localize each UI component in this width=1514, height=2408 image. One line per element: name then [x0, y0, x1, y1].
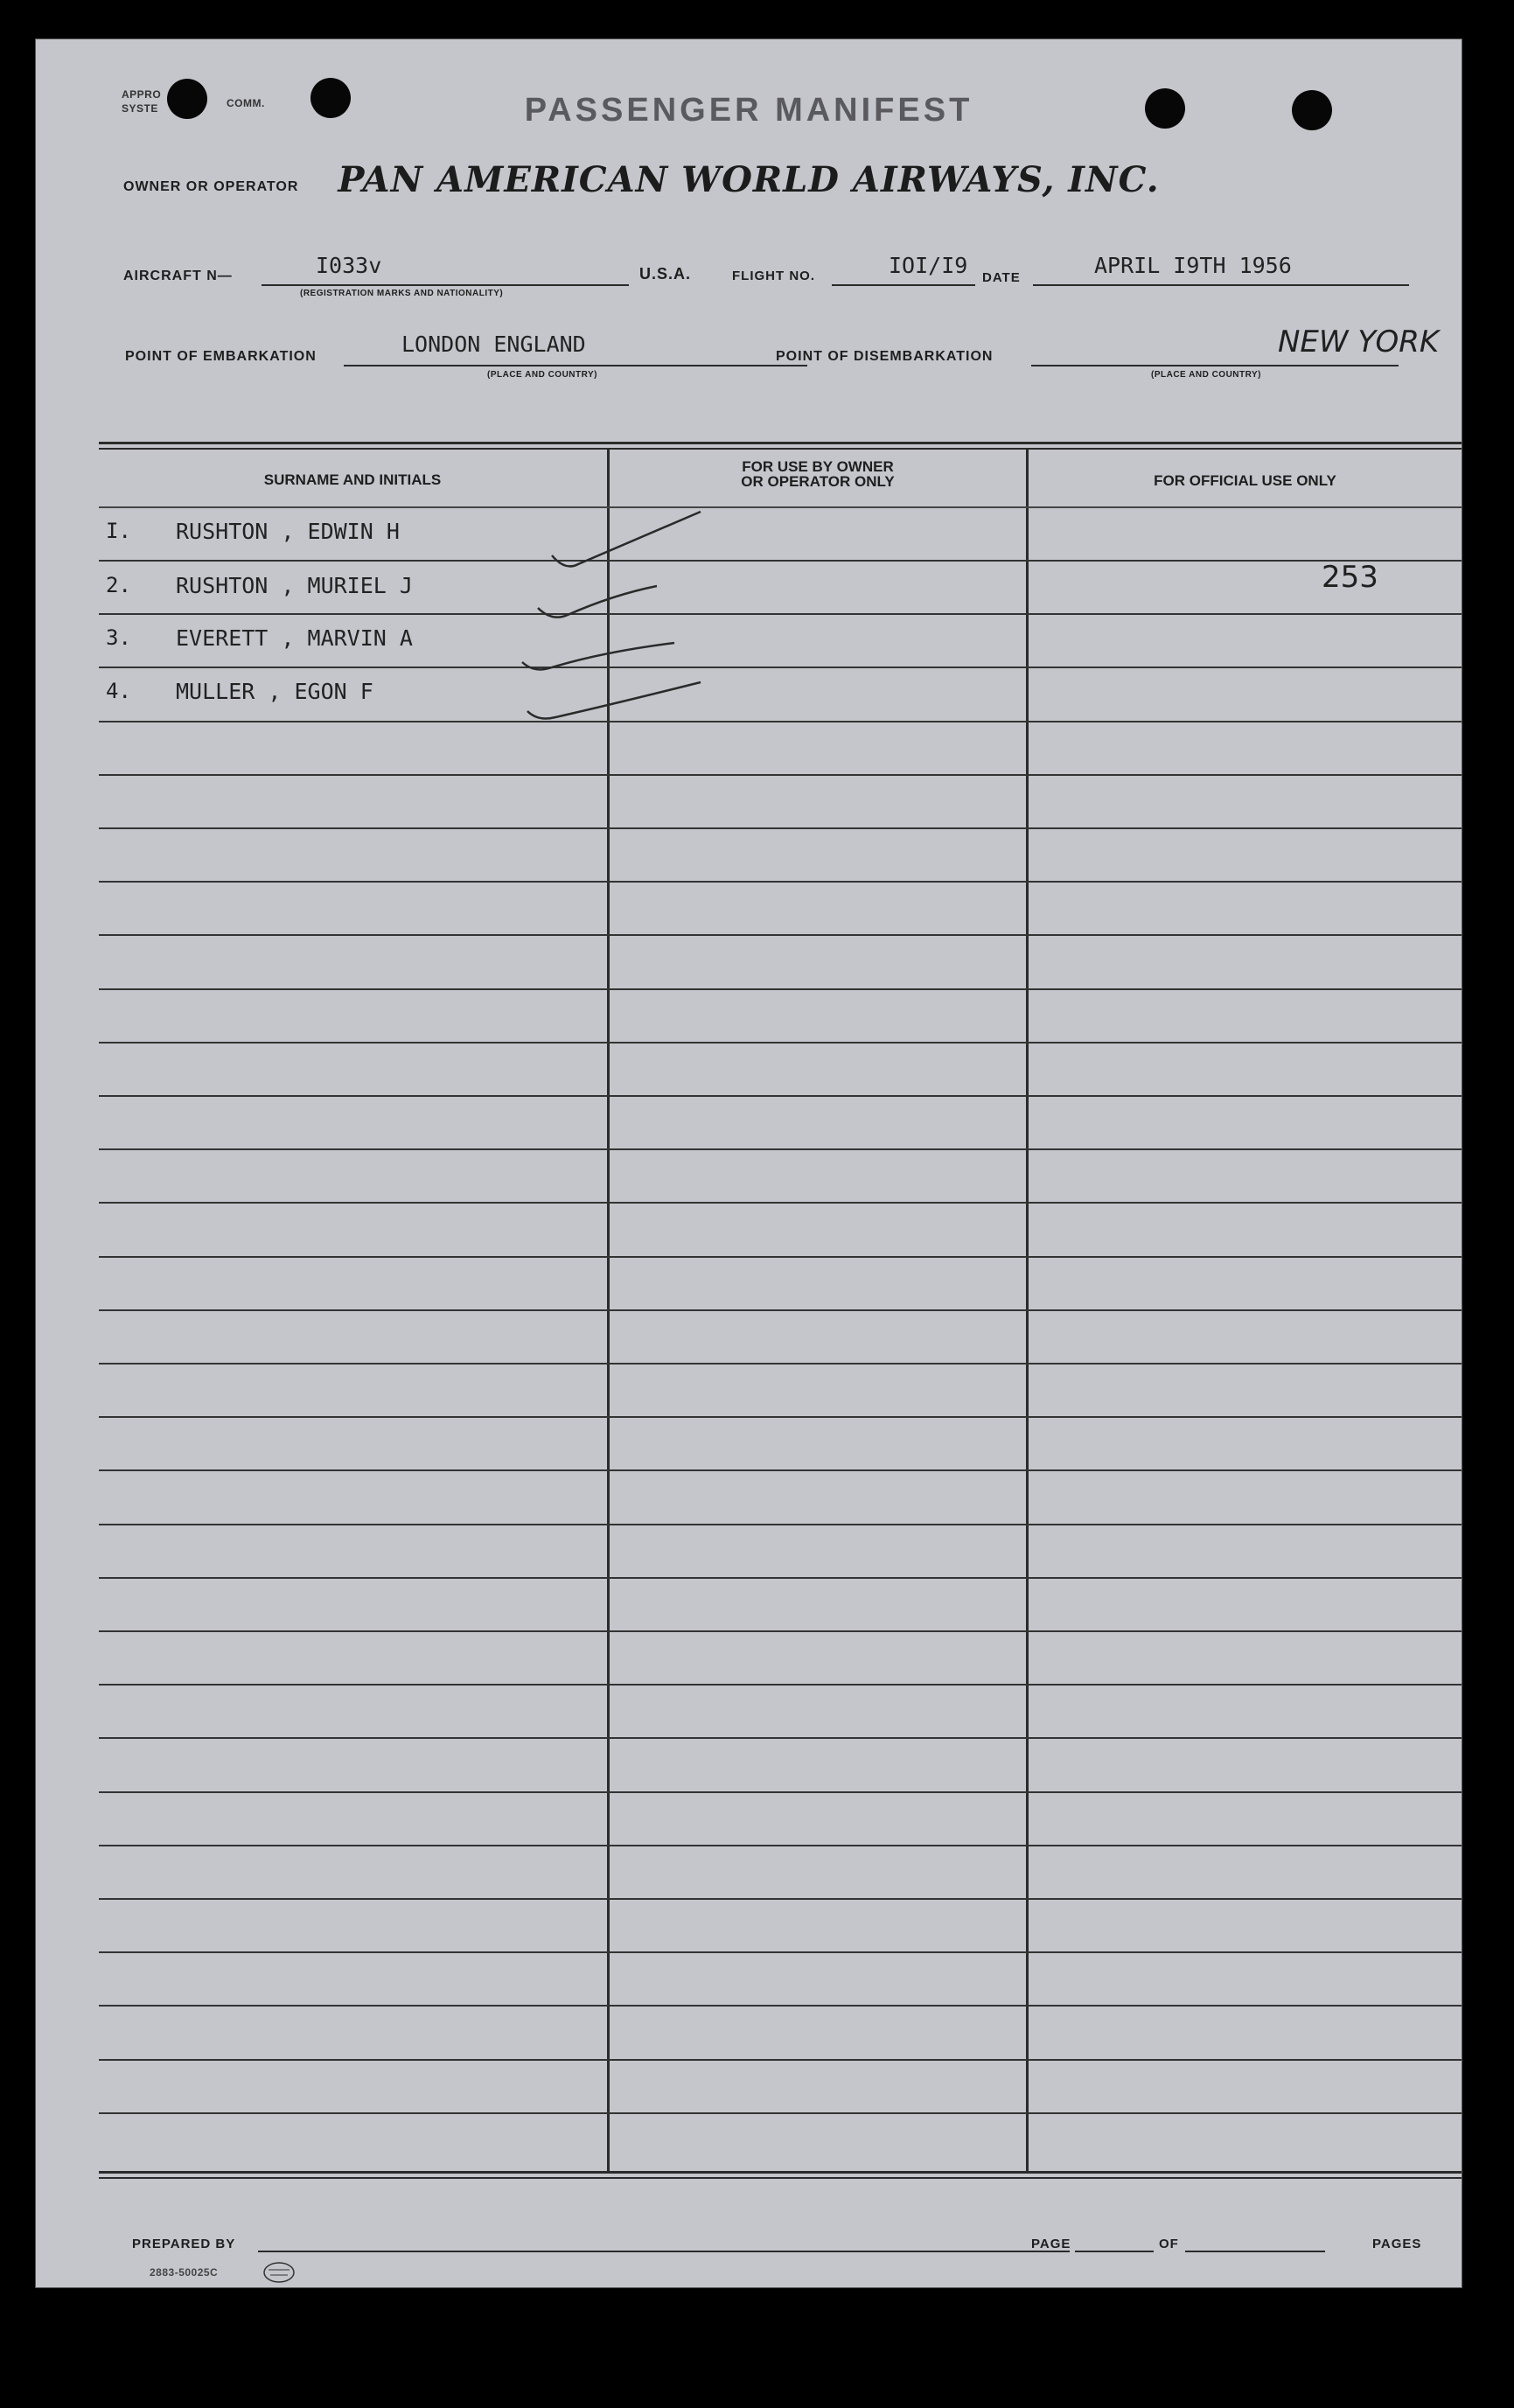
form-title: PASSENGER MANIFEST	[524, 92, 973, 129]
disembarkation-label: POINT OF DISEMBARKATION	[776, 349, 994, 364]
approval-line-2: SYSTE	[122, 102, 158, 115]
embarkation-note: (PLACE AND COUNTRY)	[487, 370, 597, 380]
date-underline	[1033, 284, 1409, 286]
check-mark-3	[522, 643, 674, 669]
flight-label: FLIGHT NO.	[732, 269, 815, 283]
table-top-rule-2	[99, 448, 1462, 450]
row-rule	[99, 1791, 1462, 1793]
row-rule	[99, 1524, 1462, 1525]
row-rule	[99, 2059, 1462, 2061]
row-rule	[99, 1951, 1462, 1953]
passenger-name-1: RUSHTON , EDWIN H	[176, 519, 400, 544]
row-rule	[99, 613, 1462, 615]
row-rule	[99, 1202, 1462, 1204]
check-marks	[517, 468, 727, 748]
registration-note: (REGISTRATION MARKS AND NATIONALITY)	[300, 289, 504, 298]
row-rule	[99, 1363, 1462, 1365]
usa-label: U.S.A.	[639, 265, 692, 283]
row-number-4: 4.	[106, 679, 131, 703]
date-label: DATE	[982, 270, 1021, 285]
row-number-2: 2.	[106, 573, 131, 597]
of-label: OF	[1159, 2237, 1179, 2251]
row-rule	[99, 667, 1462, 668]
passenger-name-2: RUSHTON , MURIEL J	[176, 573, 413, 598]
table-bottom-rule	[99, 2171, 1462, 2174]
prepared-by-label: PREPARED BY	[132, 2237, 236, 2251]
page-underline	[1075, 2251, 1154, 2252]
row-rule	[99, 1630, 1462, 1632]
row-rule	[99, 506, 1462, 508]
disembarkation-underline	[1031, 365, 1399, 366]
passenger-name-3: EVERETT , MARVIN A	[176, 625, 413, 651]
official-note: 253	[1322, 560, 1378, 595]
row-rule	[99, 881, 1462, 883]
row-rule	[99, 1095, 1462, 1097]
row-rule	[99, 934, 1462, 936]
check-mark-2	[538, 586, 657, 618]
pages-label: PAGES	[1372, 2237, 1422, 2251]
row-rule	[99, 1469, 1462, 1471]
row-rule	[99, 1845, 1462, 1846]
disembarkation-value: NEW YORK	[1278, 325, 1440, 359]
row-number-3: 3.	[106, 625, 131, 650]
row-rule	[99, 988, 1462, 990]
column-divider-2	[1026, 449, 1029, 2174]
row-rule	[99, 2005, 1462, 2007]
row-rule	[99, 1577, 1462, 1579]
flight-value: IOI/I9	[889, 253, 968, 278]
company-name: PAN AMERICAN WORLD AIRWAYS, INC.	[338, 159, 1160, 200]
manifest-sheet	[35, 38, 1462, 2288]
row-rule	[99, 1256, 1462, 1258]
approval-line-1: APPRO	[122, 88, 162, 101]
row-rule	[99, 2112, 1462, 2114]
embarkation-label: POINT OF EMBARKATION	[125, 349, 317, 364]
check-mark-1	[552, 512, 701, 566]
aircraft-underline	[262, 284, 629, 286]
flight-underline	[832, 284, 975, 286]
row-rule	[99, 560, 1462, 562]
row-rule	[99, 1042, 1462, 1043]
table-bottom-rule-2	[99, 2177, 1462, 2179]
form-code: 2883-50025C	[150, 2266, 219, 2279]
col-surname-header: SURNAME AND INITIALS	[263, 471, 442, 488]
date-value: APRIL I9TH 1956	[1094, 253, 1292, 278]
row-rule	[99, 774, 1462, 776]
row-number-1: I.	[106, 519, 131, 543]
col-official-header: FOR OFFICIAL USE ONLY	[1154, 472, 1336, 489]
check-mark-4	[527, 682, 701, 718]
page-label: PAGE	[1031, 2237, 1071, 2251]
disembarkation-note: (PLACE AND COUNTRY)	[1151, 370, 1261, 380]
owner-label: OWNER OR OPERATOR	[123, 179, 299, 194]
row-rule	[99, 1737, 1462, 1739]
table-top-rule	[99, 442, 1462, 444]
row-rule	[99, 721, 1462, 722]
row-rule	[99, 827, 1462, 829]
embarkation-value: LONDON ENGLAND	[401, 332, 586, 357]
aircraft-label: AIRCRAFT N—	[123, 269, 233, 283]
row-rule	[99, 1148, 1462, 1150]
row-rule	[99, 1898, 1462, 1900]
prepared-by-underline	[258, 2251, 1070, 2252]
row-rule	[99, 1309, 1462, 1311]
passenger-name-4: MULLER , EGON F	[176, 679, 373, 704]
aircraft-value: I033v	[316, 253, 382, 278]
of-underline	[1185, 2251, 1325, 2252]
printer-stamp-icon	[262, 2261, 297, 2284]
row-rule	[99, 1416, 1462, 1418]
col-owner-header-line2: OR OPERATOR ONLY	[741, 473, 895, 490]
col-owner-header-line1: FOR USE BY OWNER	[742, 458, 894, 475]
row-rule	[99, 1684, 1462, 1686]
approval-line-1b: COMM.	[227, 97, 265, 109]
embarkation-underline	[344, 365, 807, 366]
